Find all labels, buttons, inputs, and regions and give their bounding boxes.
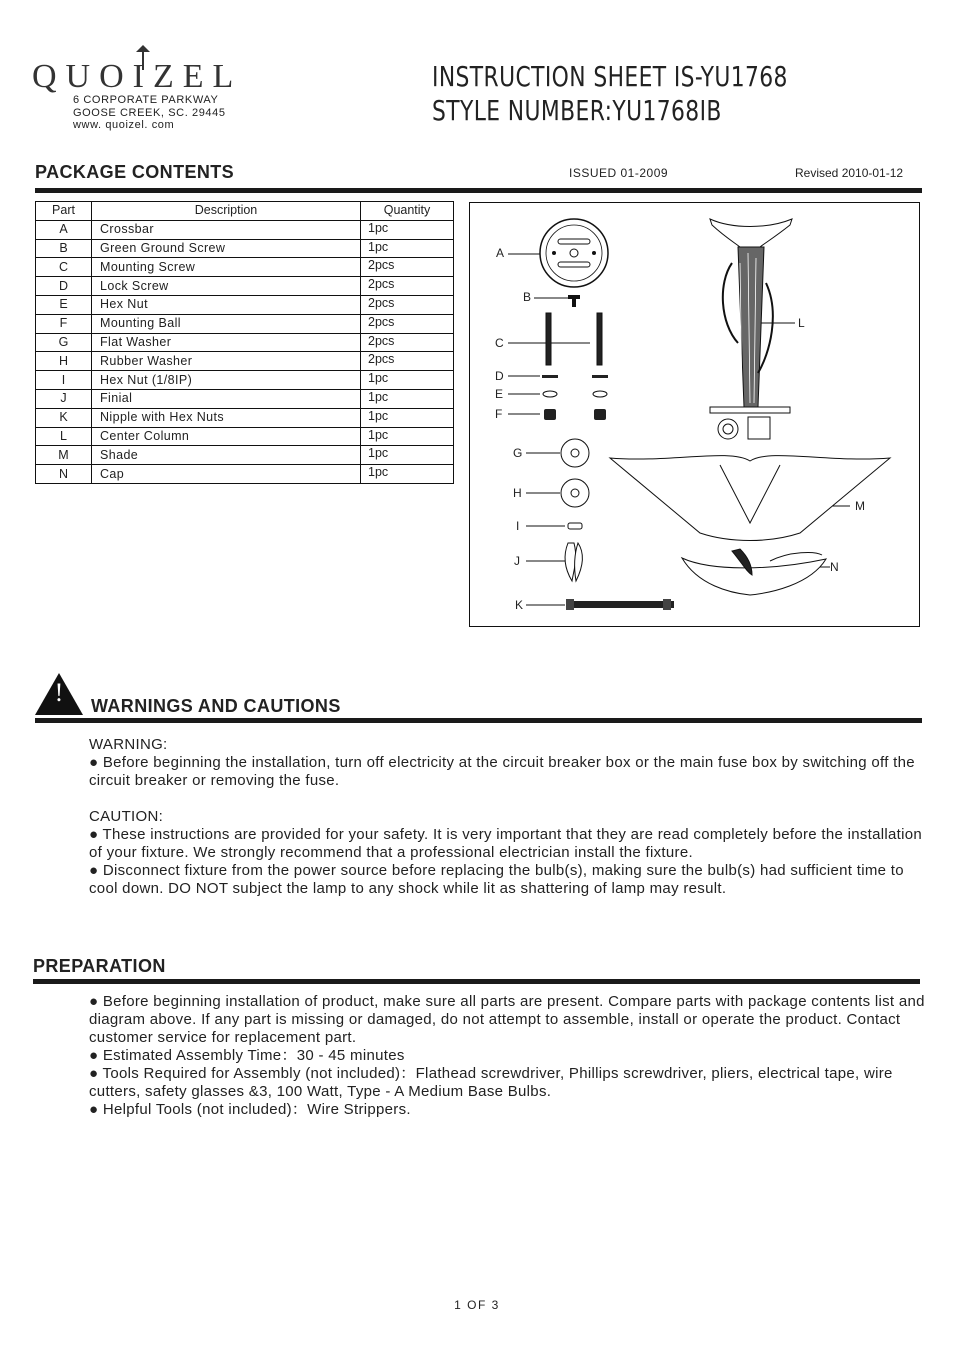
- issued-date: ISSUED 01-2009: [569, 166, 669, 180]
- diagram-label-b: B: [523, 290, 532, 304]
- part-letter: E: [36, 295, 92, 314]
- address-line-2: GOOSE CREEK, SC. 29445: [73, 107, 226, 119]
- parts-table: [35, 201, 454, 484]
- company-website: www. quoizel. com: [73, 119, 175, 131]
- table-row: [36, 465, 454, 484]
- part-letter: I: [36, 371, 92, 390]
- table-row: [36, 371, 454, 390]
- table-header-row: [36, 202, 454, 221]
- cap-icon: [682, 549, 826, 595]
- diagram-label-i: I: [516, 519, 520, 533]
- diagram-label-h: H: [513, 486, 522, 500]
- part-description: Hex Nut (1/8IP): [92, 371, 361, 390]
- part-letter: M: [36, 446, 92, 465]
- section-divider: [35, 718, 922, 723]
- part-description: Mounting Ball: [92, 314, 361, 333]
- diagram-label-e: E: [495, 387, 504, 401]
- table-row: [36, 427, 454, 446]
- diagram-label-n: N: [830, 560, 839, 574]
- part-description: Mounting Screw: [92, 258, 361, 277]
- part-letter: D: [36, 277, 92, 296]
- part-letter: L: [36, 427, 92, 446]
- table-row: [36, 277, 454, 296]
- revised-date: Revised 2010-01-12: [795, 166, 904, 180]
- part-description: Rubber Washer: [92, 352, 361, 371]
- part-letter: G: [36, 333, 92, 352]
- part-quantity: 2pcs: [361, 258, 454, 277]
- preparation-item: ● Estimated Assembly Time：30 - 45 minutes: [89, 1047, 405, 1064]
- exclamation-glyph: !: [54, 678, 64, 707]
- diagram-label-k: K: [515, 598, 524, 612]
- part-letter: A: [36, 220, 92, 239]
- column-header-part: Part: [36, 202, 92, 221]
- table-row: [36, 389, 454, 408]
- table-row: [36, 446, 454, 465]
- style-number-title: STYLE NUMBER:YU1768IB: [432, 94, 722, 127]
- column-header-quantity: Quantity: [361, 202, 454, 221]
- center-column-icon: [710, 219, 792, 439]
- ground-screw-icon: [568, 295, 580, 307]
- small-hardware-icon: [542, 375, 608, 420]
- part-description: Shade: [92, 446, 361, 465]
- caution-label: CAUTION:: [89, 808, 164, 825]
- table-row: [36, 239, 454, 258]
- table-row: [36, 258, 454, 277]
- instruction-sheet-title: INSTRUCTION SHEET IS-YU1768: [432, 60, 788, 93]
- diagram-label-j: J: [514, 554, 520, 568]
- warning-text: ● Before beginning the installation, turn off electricity at the circuit breaker box or the main fuse box by switching off the circuit breaker or removing the fuse.: [89, 754, 915, 789]
- diagram-label-m: M: [855, 499, 865, 513]
- nipple-icon: [566, 599, 674, 610]
- crossbar-icon: [540, 219, 608, 287]
- caution-text-1: ● These instructions are provided for your safety. It is very important that they are read completely before the installation of your fixture. We strongly recommend that a professional electrician install the fixture.: [89, 826, 923, 861]
- hex-nut-icon: [568, 523, 582, 529]
- table-row: [36, 333, 454, 352]
- diagram-label-a: A: [496, 246, 505, 260]
- parts-diagram: [469, 202, 920, 627]
- warnings-body: [89, 736, 929, 898]
- address-line-1: 6 CORPORATE PARKWAY: [73, 94, 219, 106]
- caution-text-2: ● Disconnect fixture from the power source before replacing the bulb(s), making sure the bulb(s) had sufficient time to cool down. DO NOT subject the lamp to any shock while lit as shattering of lamp may result.: [89, 862, 904, 897]
- part-quantity: 1pc: [361, 427, 454, 446]
- part-quantity: 1pc: [361, 465, 454, 484]
- diagram-label-c: C: [495, 336, 504, 350]
- warning-triangle-icon: [34, 672, 84, 716]
- part-quantity: 1pc: [361, 239, 454, 258]
- part-quantity: 2pcs: [361, 295, 454, 314]
- warning-label: WARNING:: [89, 736, 168, 753]
- mounting-screw-icon: [546, 313, 602, 365]
- part-quantity: 1pc: [361, 371, 454, 390]
- finial-icon: [565, 543, 582, 581]
- part-description: Green Ground Screw: [92, 239, 361, 258]
- package-contents-heading: PACKAGE CONTENTS: [35, 162, 235, 182]
- warnings-heading: WARNINGS AND CAUTIONS: [91, 696, 341, 716]
- part-quantity: 1pc: [361, 408, 454, 427]
- part-letter: C: [36, 258, 92, 277]
- part-letter: F: [36, 314, 92, 333]
- preparation-item: ● Before beginning installation of product, make sure all parts are present. Compare parts with package contents list and diagram above. If any part is missing or damaged, do not attempt to assemble, install or operate the product. Contact customer service for replacement part.: [89, 993, 925, 1046]
- part-letter: B: [36, 239, 92, 258]
- part-quantity: 1pc: [361, 389, 454, 408]
- table-row: [36, 408, 454, 427]
- column-header-description: Description: [92, 202, 361, 221]
- part-description: Crossbar: [92, 220, 361, 239]
- preparation-body: [89, 993, 929, 1119]
- part-description: Center Column: [92, 427, 361, 446]
- parts-illustration: [470, 203, 919, 626]
- part-description: Hex Nut: [92, 295, 361, 314]
- diagram-label-g: G: [513, 446, 523, 460]
- preparation-item: ● Tools Required for Assembly (not included)：Flathead screwdriver, Phillips screwdriver, pliers, electrical tape, wire cutters, safety glasses &3, 100 Watt, Type - A Medium Base Bulbs.: [89, 1065, 893, 1100]
- diagram-label-l: L: [798, 316, 805, 330]
- section-divider: [35, 188, 922, 193]
- part-letter: J: [36, 389, 92, 408]
- preparation-item: ● Helpful Tools (not included)：Wire Strippers.: [89, 1101, 411, 1118]
- part-description: Finial: [92, 389, 361, 408]
- part-quantity: 2pcs: [361, 333, 454, 352]
- part-quantity: 2pcs: [361, 277, 454, 296]
- table-row: [36, 314, 454, 333]
- part-letter: K: [36, 408, 92, 427]
- part-letter: N: [36, 465, 92, 484]
- washer-icon: [561, 439, 589, 507]
- shade-icon: [610, 456, 890, 541]
- page-number: 1 OF 3: [454, 1298, 500, 1312]
- part-quantity: 1pc: [361, 446, 454, 465]
- part-quantity: 1pc: [361, 220, 454, 239]
- part-description: Lock Screw: [92, 277, 361, 296]
- logo-wordmark: QUOIZEL: [32, 58, 243, 95]
- part-description: Nipple with Hex Nuts: [92, 408, 361, 427]
- section-divider: [33, 979, 920, 984]
- diagram-label-d: D: [495, 369, 504, 383]
- preparation-heading: PREPARATION: [33, 956, 166, 976]
- part-letter: H: [36, 352, 92, 371]
- part-quantity: 2pcs: [361, 352, 454, 371]
- part-description: Cap: [92, 465, 361, 484]
- part-quantity: 2pcs: [361, 314, 454, 333]
- part-description: Flat Washer: [92, 333, 361, 352]
- table-row: [36, 220, 454, 239]
- diagram-label-f: F: [495, 407, 503, 421]
- table-row: [36, 295, 454, 314]
- table-row: [36, 352, 454, 371]
